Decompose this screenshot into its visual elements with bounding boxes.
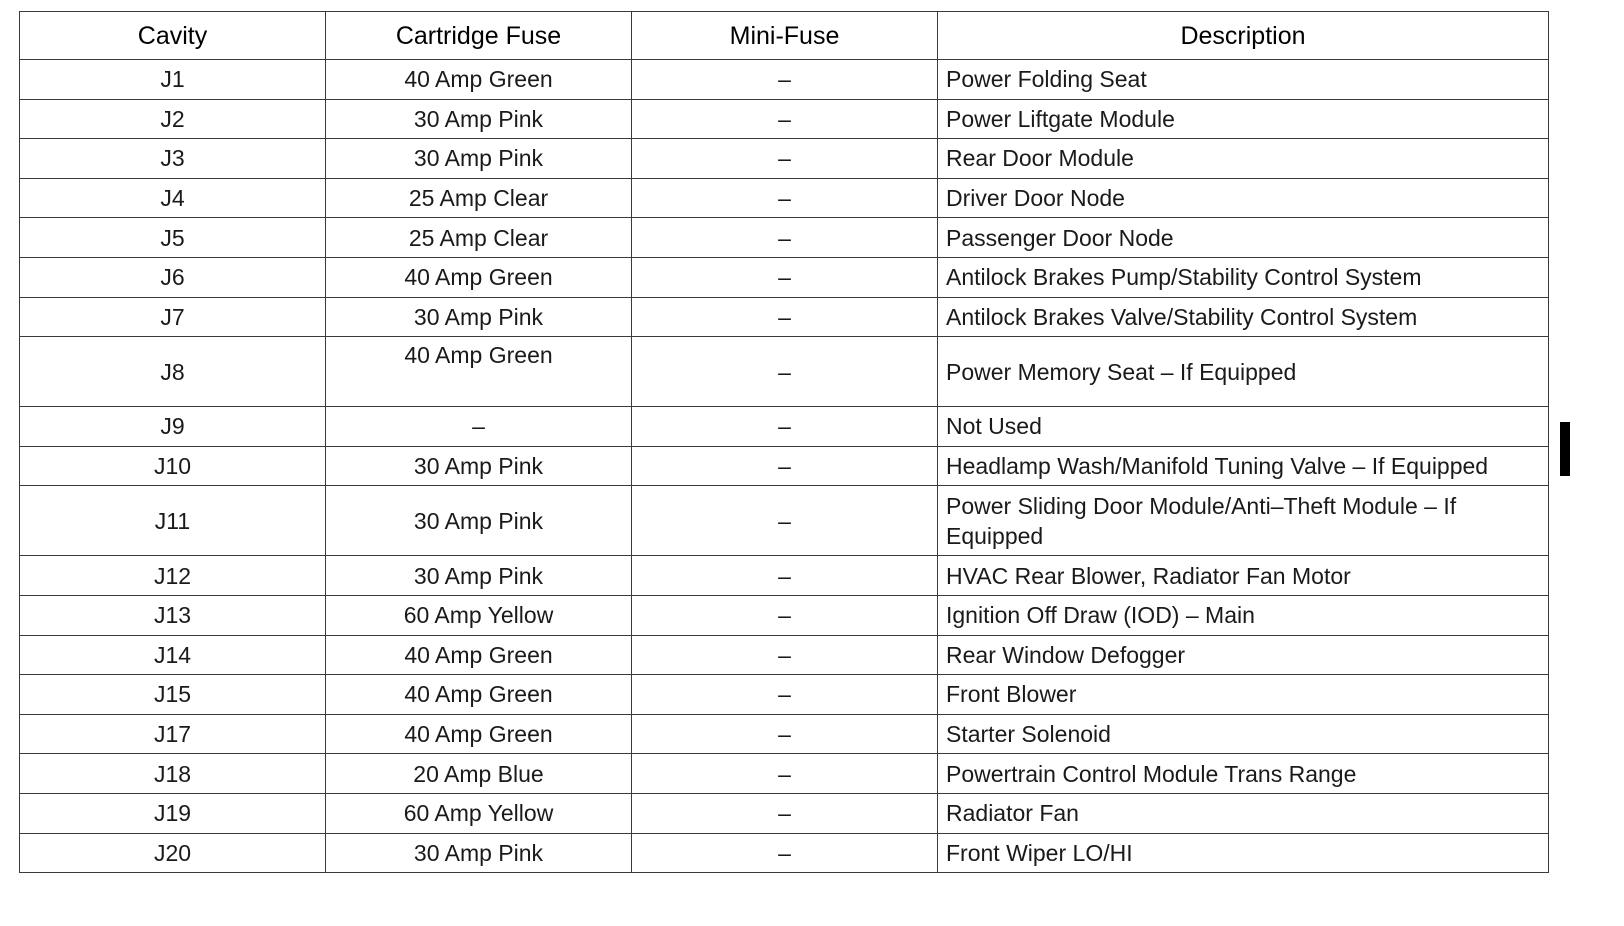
description-cell: Power Memory Seat – If Equipped: [938, 337, 1549, 407]
mini-fuse-cell: –: [632, 556, 938, 596]
cartridge-fuse-cell: 20 Amp Blue: [326, 754, 632, 794]
cartridge-fuse-cell: 60 Amp Yellow: [326, 793, 632, 833]
table-row: [20, 595, 1549, 635]
table-row: [20, 99, 1549, 139]
cartridge-fuse-cell: 40 Amp Green: [326, 337, 632, 407]
cavity-cell: J7: [20, 297, 326, 337]
mini-fuse-cell: –: [632, 60, 938, 100]
table-row: [20, 139, 1549, 179]
cavity-cell: J14: [20, 635, 326, 675]
table-row: [20, 297, 1549, 337]
description-cell: Rear Window Defogger: [938, 635, 1549, 675]
mini-fuse-cell: –: [632, 99, 938, 139]
table-row: [20, 486, 1549, 556]
description-cell: Headlamp Wash/Manifold Tuning Valve – If Equipped: [938, 446, 1549, 486]
description-cell: Front Blower: [938, 675, 1549, 715]
cavity-cell: J5: [20, 218, 326, 258]
cavity-cell: J4: [20, 178, 326, 218]
cavity-cell: J9: [20, 407, 326, 447]
mini-fuse-cell: –: [632, 635, 938, 675]
table-row: [20, 218, 1549, 258]
cavity-cell: J18: [20, 754, 326, 794]
cartridge-fuse-cell: 40 Amp Green: [326, 635, 632, 675]
cavity-cell: J15: [20, 675, 326, 715]
table-row: [20, 407, 1549, 447]
description-cell: Passenger Door Node: [938, 218, 1549, 258]
table-row: [20, 178, 1549, 218]
cavity-cell: J17: [20, 714, 326, 754]
description-cell: Power Sliding Door Module/Anti–Theft Module – If Equipped: [938, 486, 1549, 556]
header-description: Description: [938, 12, 1549, 60]
description-cell: Driver Door Node: [938, 178, 1549, 218]
table-row: [20, 754, 1549, 794]
table-row: [20, 675, 1549, 715]
description-cell: Antilock Brakes Pump/Stability Control System: [938, 257, 1549, 297]
description-cell: Starter Solenoid: [938, 714, 1549, 754]
cavity-cell: J1: [20, 60, 326, 100]
header-cavity: Cavity: [20, 12, 326, 60]
cartridge-fuse-cell: 40 Amp Green: [326, 714, 632, 754]
cartridge-fuse-cell: 30 Amp Pink: [326, 833, 632, 873]
mini-fuse-cell: –: [632, 446, 938, 486]
table-row: [20, 714, 1549, 754]
cavity-cell: J8: [20, 337, 326, 407]
cavity-cell: J3: [20, 139, 326, 179]
table-row: [20, 556, 1549, 596]
table-header: [20, 12, 1549, 60]
description-cell: Front Wiper LO/HI: [938, 833, 1549, 873]
table-row: [20, 446, 1549, 486]
cavity-cell: J11: [20, 486, 326, 556]
cartridge-fuse-cell: 40 Amp Green: [326, 675, 632, 715]
mini-fuse-cell: –: [632, 297, 938, 337]
cavity-cell: J2: [20, 99, 326, 139]
mini-fuse-cell: –: [632, 595, 938, 635]
page-edge-tab-marker: [1560, 422, 1570, 476]
mini-fuse-cell: –: [632, 139, 938, 179]
mini-fuse-cell: –: [632, 714, 938, 754]
mini-fuse-cell: –: [632, 833, 938, 873]
cartridge-fuse-cell: 30 Amp Pink: [326, 99, 632, 139]
cavity-cell: J20: [20, 833, 326, 873]
fuse-table: [19, 11, 1549, 873]
mini-fuse-cell: –: [632, 754, 938, 794]
cavity-cell: J19: [20, 793, 326, 833]
cartridge-fuse-cell: 60 Amp Yellow: [326, 595, 632, 635]
description-cell: HVAC Rear Blower, Radiator Fan Motor: [938, 556, 1549, 596]
table-row: [20, 793, 1549, 833]
header-row: [20, 12, 1549, 60]
mini-fuse-cell: –: [632, 178, 938, 218]
mini-fuse-cell: –: [632, 486, 938, 556]
cavity-cell: J13: [20, 595, 326, 635]
cartridge-fuse-cell: 30 Amp Pink: [326, 139, 632, 179]
cartridge-fuse-cell: 25 Amp Clear: [326, 218, 632, 258]
description-cell: Powertrain Control Module Trans Range: [938, 754, 1549, 794]
mini-fuse-cell: –: [632, 337, 938, 407]
cartridge-fuse-cell: 40 Amp Green: [326, 60, 632, 100]
description-cell: Antilock Brakes Valve/Stability Control System: [938, 297, 1549, 337]
cavity-cell: J10: [20, 446, 326, 486]
description-cell: Not Used: [938, 407, 1549, 447]
header-cartridge-fuse: Cartridge Fuse: [326, 12, 632, 60]
cavity-cell: J6: [20, 257, 326, 297]
header-mini-fuse: Mini-Fuse: [632, 12, 938, 60]
table-row: [20, 60, 1549, 100]
cartridge-fuse-cell: 30 Amp Pink: [326, 556, 632, 596]
table-row: [20, 833, 1549, 873]
cartridge-fuse-cell: 30 Amp Pink: [326, 486, 632, 556]
table-row: [20, 635, 1549, 675]
table-row: [20, 337, 1549, 407]
mini-fuse-cell: –: [632, 407, 938, 447]
cartridge-fuse-cell: 30 Amp Pink: [326, 446, 632, 486]
cartridge-fuse-cell: –: [326, 407, 632, 447]
table-body: [20, 60, 1549, 873]
mini-fuse-cell: –: [632, 257, 938, 297]
cavity-cell: J12: [20, 556, 326, 596]
cartridge-fuse-cell: 30 Amp Pink: [326, 297, 632, 337]
cartridge-fuse-cell: 40 Amp Green: [326, 257, 632, 297]
cartridge-fuse-cell: 25 Amp Clear: [326, 178, 632, 218]
table-row: [20, 257, 1549, 297]
description-cell: Rear Door Module: [938, 139, 1549, 179]
description-cell: Ignition Off Draw (IOD) – Main: [938, 595, 1549, 635]
description-cell: Radiator Fan: [938, 793, 1549, 833]
mini-fuse-cell: –: [632, 218, 938, 258]
mini-fuse-cell: –: [632, 793, 938, 833]
description-cell: Power Folding Seat: [938, 60, 1549, 100]
mini-fuse-cell: –: [632, 675, 938, 715]
description-cell: Power Liftgate Module: [938, 99, 1549, 139]
